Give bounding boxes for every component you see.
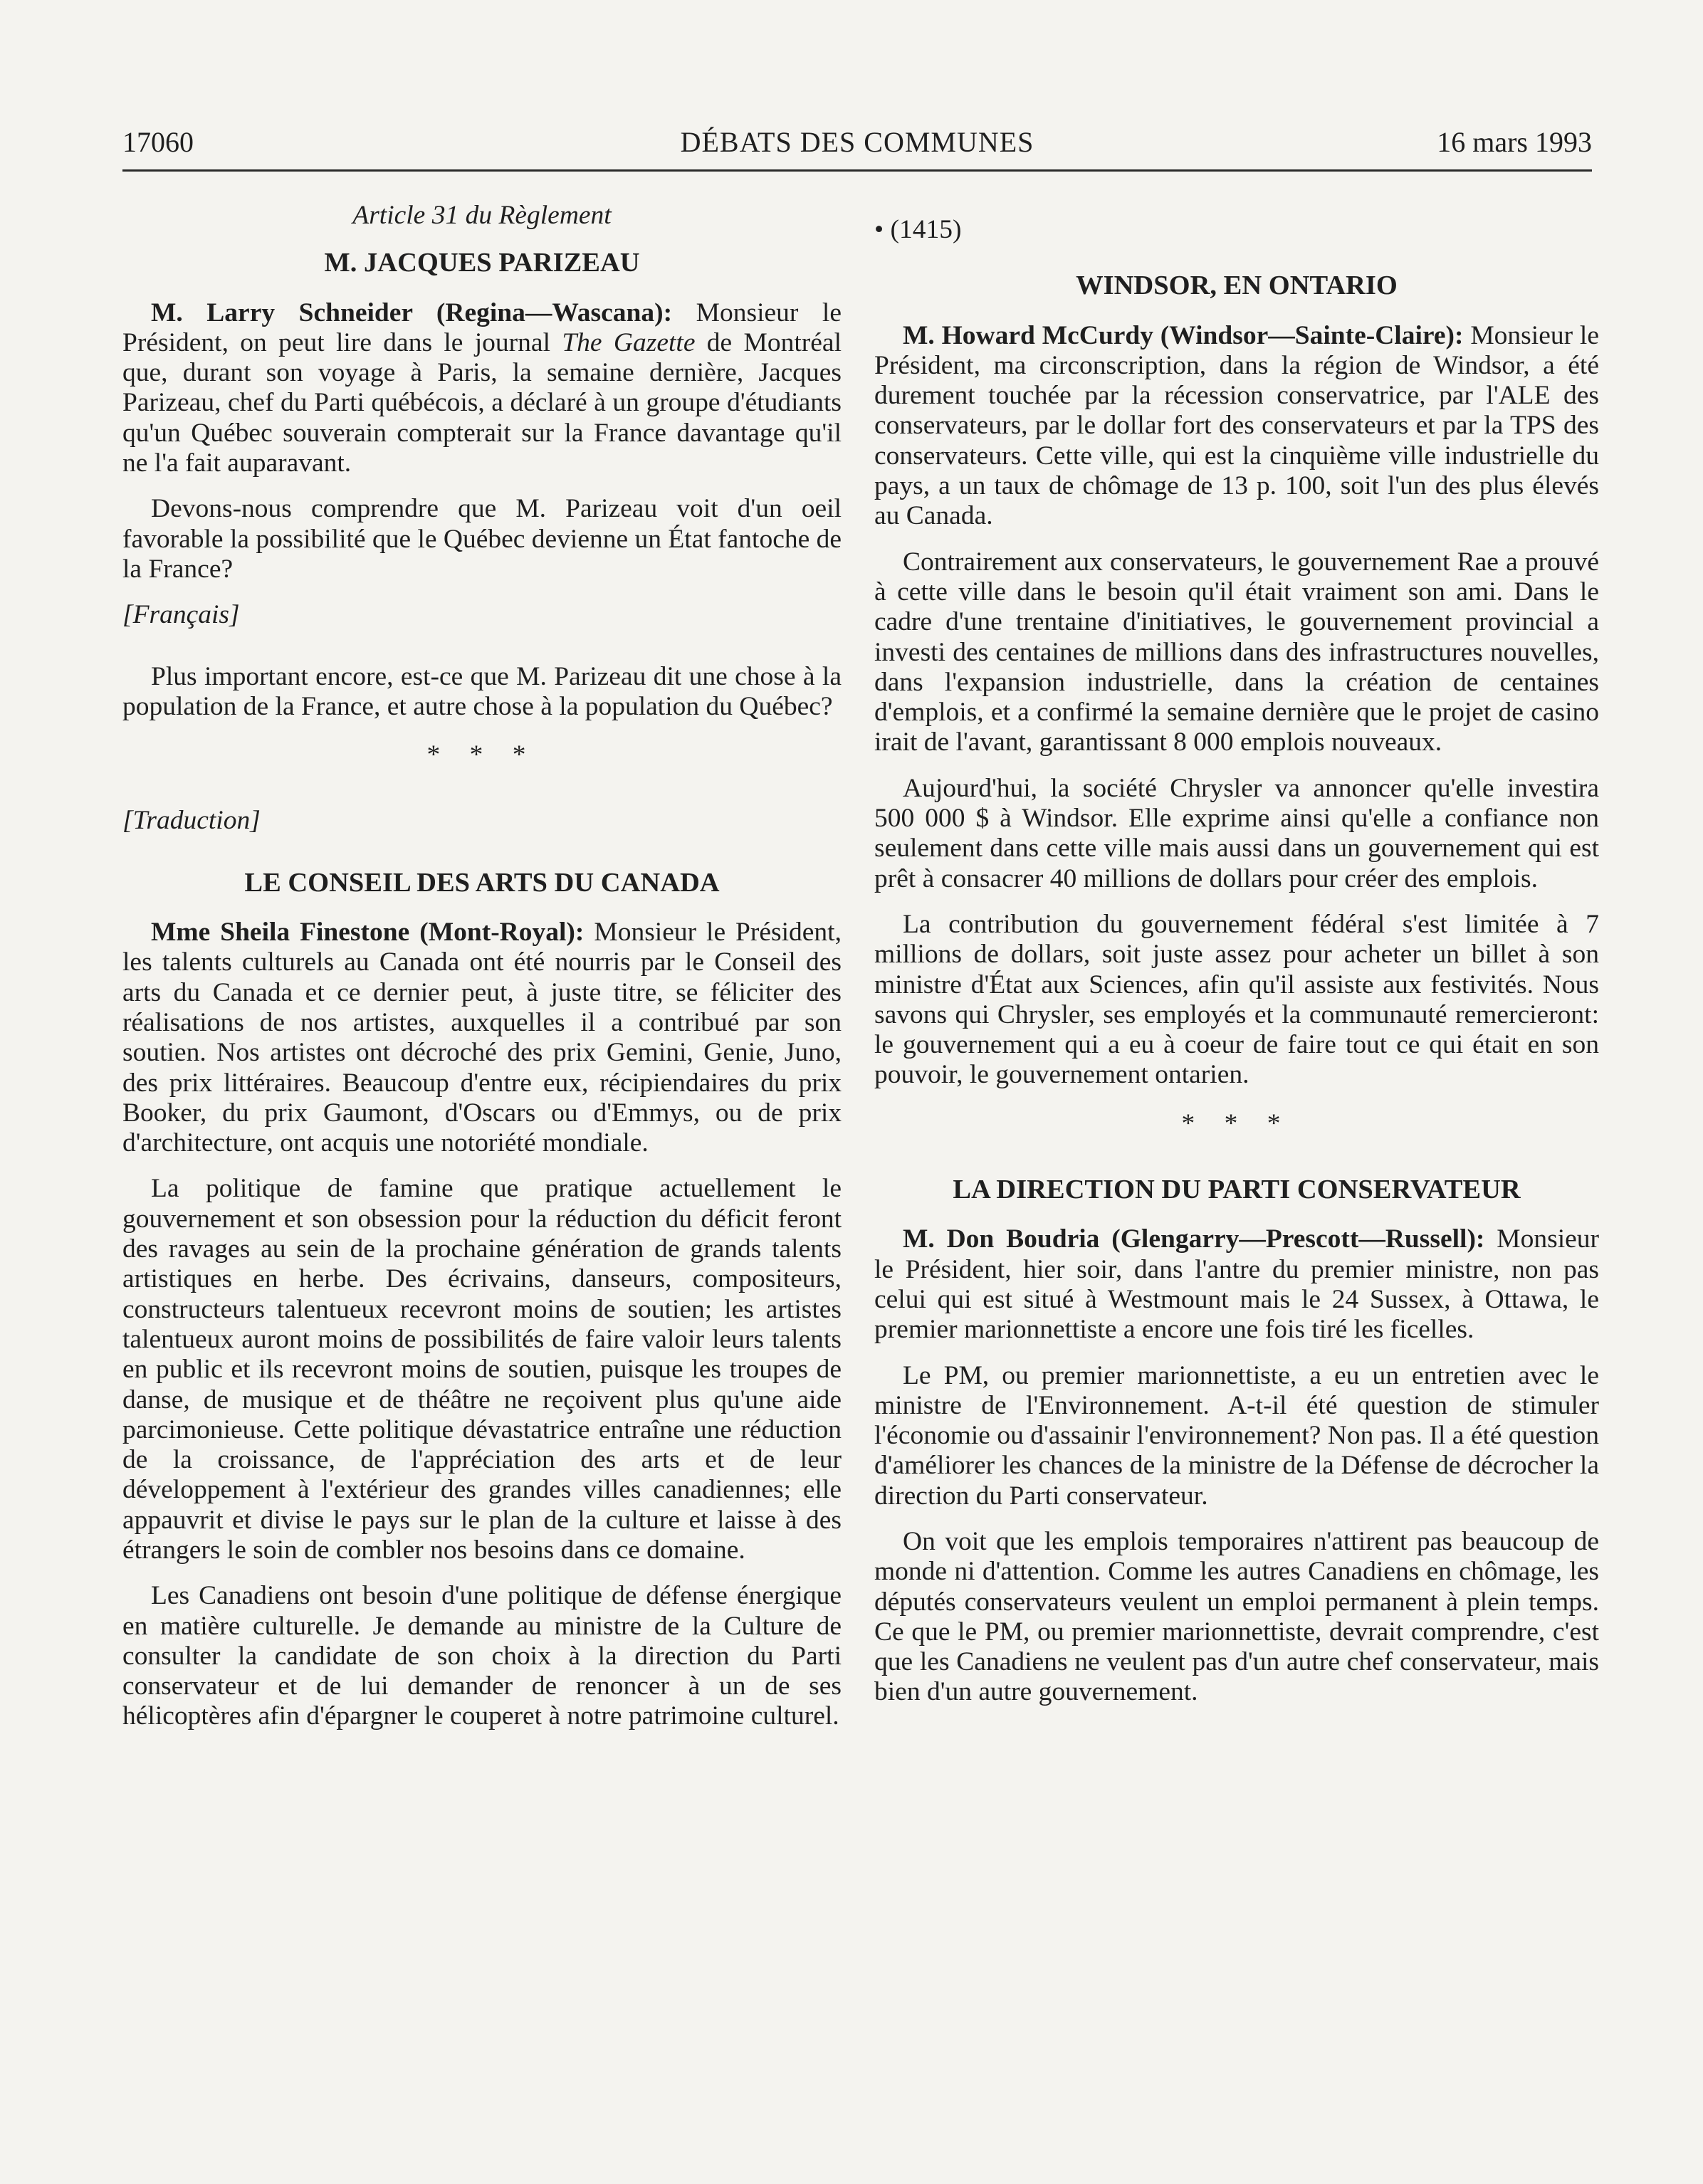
timestamp: • (1415) (874, 215, 962, 244)
section-heading-arts-council: LE CONSEIL DES ARTS DU CANADA (244, 867, 720, 898)
paragraph: Mme Sheila Finestone (Mont-Royal): Monsieur le Président, les talents culturels au Canada ont été nourris par le Conseil des arts du Canada et ce dernier peut, à juste titre, se féliciter des réalisations de nos artistes, auxquelles il a contribué par son soutien. Nos artistes ont décroché des prix Gemini, Genie, Juno, des prix littéraires. Beaucoup d'entre eux, récipiendaires du prix Booker, du prix Gaumont, d'Oscars ou d'Emmys, ou de prix d'architecture, ont acquis une notoriété mondiale. (122, 918, 842, 1158)
paragraph: Les Canadiens ont besoin d'une politique de défense énergique en matière culturelle. Je demande au ministre de la Culture de consulter la candidate de son choix à la direction du Parti conservateur et de lui demander de renoncer à un de ses hélicoptères afin d'épargner le couperet à notre patrimoine culturel. (122, 1581, 842, 1731)
paragraph: La politique de famine que pratique actuellement le gouvernement et son obsession pour la réduction du déficit feront des ravages au sein de la prochaine génération de grands talents artistiques en herbe. Des écrivains, danseurs, compositeurs, constructeurs talentueux recevront moins de soutien; les artistes talentueux auront moins de possibilités de faire valoir leurs talents en public et ils recevront moins de soutien, puisque les troupes de danse, de musique et de théâtre ne reçoivent plus qu'une aide parcimonieuse. Cette politique dévastatrice entraîne une réduction de la croissance, de l'appréciation des arts et de leur développement à l'extérieur des grandes villes canadiennes; elle appauvrit et divise le pays sur le plan de la culture et laisse à des étrangers le soin de combler nos besoins dans ce domaine. (122, 1174, 842, 1565)
paragraph: Contrairement aux conservateurs, le gouvernement Rae a prouvé à cette ville dans le besoin qu'il était vraiment son ami. Dans le cadre d'une trentaine d'initiatives, le gouvernement provincial a investi des centaines de millions dans des infrastructures nouvelles, dans l'expansion industrielle, dans la création de centaines d'emplois, et a confirmé la semaine dernière que le projet de casino irait de l'avant, garantissant 8 000 emplois nouveaux. (874, 547, 1599, 757)
section-heading-conservative-leadership: LA DIRECTION DU PARTI CONSERVATEUR (953, 1175, 1521, 1205)
speaker-name: M. Larry Schneider (Regina—Wascana): (151, 298, 673, 327)
speaker-name: M. Don Boudria (Glengarry—Prescott—Russell): (903, 1224, 1485, 1254)
paragraph: M. Howard McCurdy (Windsor—Sainte-Claire): Monsieur le Président, ma circonscription, dans la région de Windsor, a été durement touchée par la récession conservatrice, par l'ALE des conservateurs, par le dollar fort des conservateurs et par la TPS des conservateurs. Cette ville, qui est la cinquième ville industrielle du pays, a un taux de chômage de 13 p. 100, soit l'un des plus élevés au Canada. (874, 320, 1599, 531)
paragraph: M. Don Boudria (Glengarry—Prescott—Russell): Monsieur le Président, hier soir, dans l'antre du premier ministre, non pas celui qui est situé à Westmount mais le 24 Sussex, à Ottawa, le premier marionnettiste a encore une fois tiré les ficelles. (874, 1224, 1599, 1345)
paragraph: Plus important encore, est-ce que M. Parizeau dit une chose à la population de la France, et autre chose à la population du Québec? (122, 661, 842, 721)
right-column (874, 201, 1599, 1723)
paragraph: La contribution du gouvernement fédéral s'est limitée à 7 millions de dollars, soit juste assez pour acheter un billet à son ministre d'État aux Sciences, afin qu'il assiste aux festivités. Nous savons qui Chrysler, ses employés et la communauté remercieront: le gouvernement qui a eu à coeur de faire tout ce qui était en son pouvoir, le gouvernement ontarien. (874, 909, 1599, 1090)
paragraph: Le PM, ou premier marionnettiste, a eu un entretien avec le ministre de l'Environnement. A-t-il été question de stimuler l'économie ou d'assainir l'environnement? Non pas. Il a été question d'améliorer les chances de la ministre de la Défense de décrocher la direction du Parti conservateur. (874, 1360, 1599, 1511)
section-heading-parizeau: M. JACQUES PARIZEAU (324, 248, 640, 278)
rubric-heading: Article 31 du Règlement (352, 201, 612, 230)
session-date: 16 mars 1993 (1437, 126, 1592, 158)
language-marker: [Français] (122, 600, 240, 630)
language-marker: [Traduction] (122, 806, 261, 836)
publication-title: DÉBATS DES COMMUNES (680, 126, 1034, 158)
section-separator: * * * (426, 740, 538, 770)
publication-name: The Gazette (562, 327, 696, 357)
section-heading-windsor: WINDSOR, EN ONTARIO (1076, 271, 1398, 301)
left-column (122, 201, 842, 1748)
paragraph: Devons-nous comprendre que M. Parizeau voit d'un oeil favorable la possibilité que le Québec devienne un État fantoche de la France? (122, 494, 842, 584)
page-number: 17060 (122, 126, 194, 158)
speaker-name: Mme Sheila Finestone (Mont-Royal): (151, 918, 585, 947)
paragraph: On voit que les emplois temporaires n'attirent pas beaucoup de monde ni d'attention. Comme les autres Canadiens en chômage, les députés conservateurs veulent un emploi permanent à plein temps. Ce que le PM, ou premier marionnettiste, devrait comprendre, c'est que les Canadiens ne veulent pas d'un autre chef conservateur, mais bien d'un autre gouvernement. (874, 1526, 1599, 1707)
speaker-name: M. Howard McCurdy (Windsor—Sainte-Claire): (903, 320, 1464, 350)
paragraph: M. Larry Schneider (Regina—Wascana): Monsieur le Président, on peut lire dans le journal The Gazette de Montréal que, durant son voyage à Paris, la semaine dernière, Jacques Parizeau, chef du Parti québécois, a déclaré à un groupe d'étudiants qu'un Québec souverain compterait sur la France davantage qu'il ne l'a fait auparavant. (122, 298, 842, 478)
section-separator: * * * (1181, 1108, 1292, 1138)
page-header (122, 122, 1592, 172)
paragraph: Aujourd'hui, la société Chrysler va annoncer qu'elle investira 500 000 $ à Windsor. Elle exprime ainsi qu'elle a confiance non seulement dans cette ville mais aussi dans un gouvernement qui est prêt à consacrer 40 millions de dollars pour créer des emplois. (874, 773, 1599, 893)
